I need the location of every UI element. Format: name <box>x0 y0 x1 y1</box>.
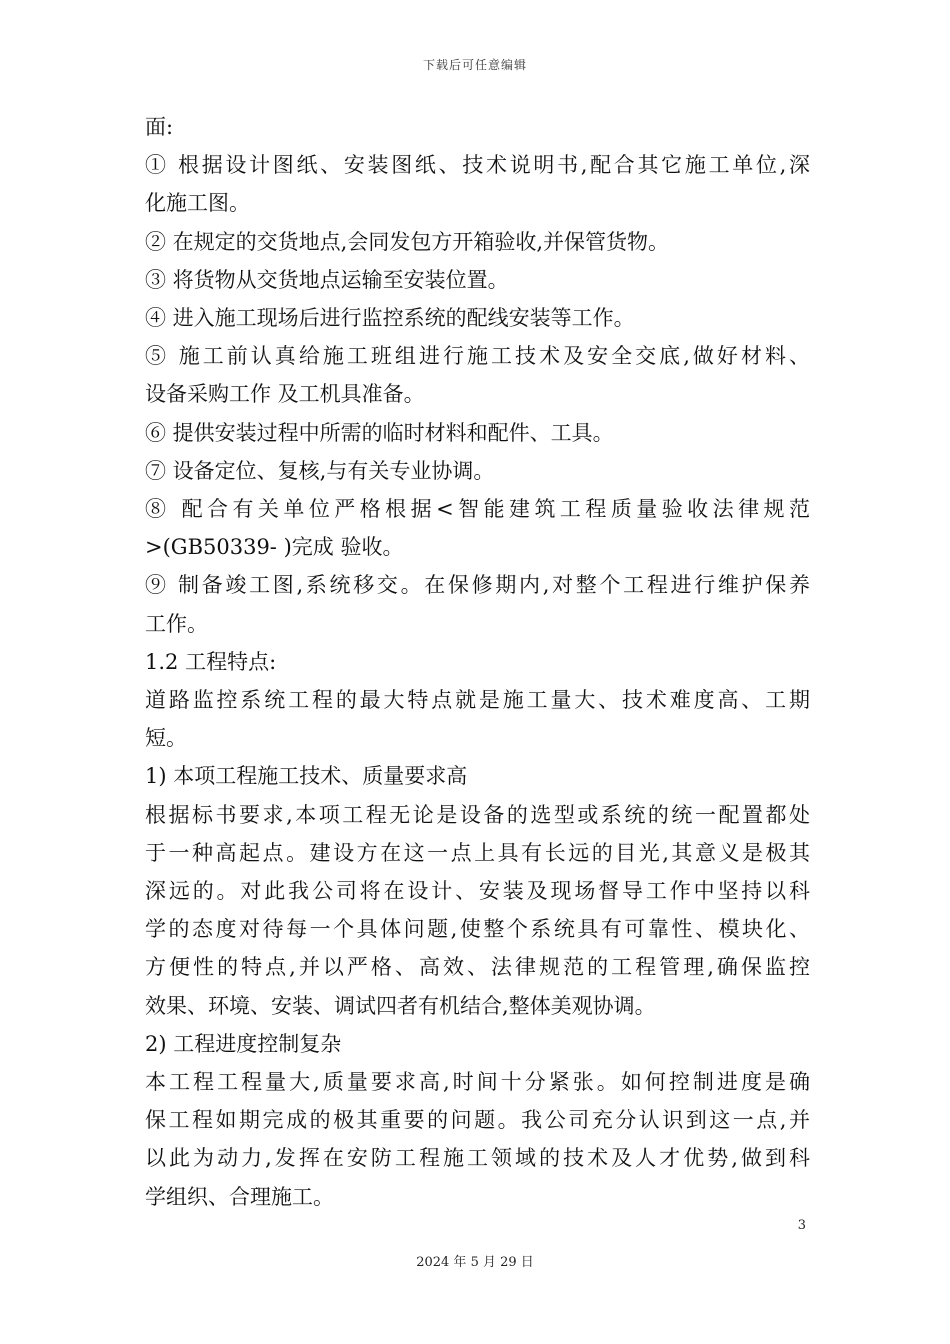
text-line: 设备采购工作 及工机具准备。 <box>145 382 425 407</box>
text-line: ⑤ 施工前认真给施工班组进行施工技术及安全交底,做好材料、 <box>145 344 810 369</box>
text-line: 道路监控系统工程的最大特点就是施工量大、技术难度高、工期 <box>145 688 810 713</box>
text-line: ③ 将货物从交货地点运输至安装位置。 <box>145 267 509 292</box>
text-line: 学组织、合理施工。 <box>145 1184 334 1209</box>
section-heading: 1.2 工程特点: <box>145 649 277 674</box>
footer-date: 2024 年 5 月 29 日 <box>416 1255 534 1270</box>
text-line: 于一种高起点。建设方在这一点上具有长远的目光,其意义是极其 <box>145 840 810 865</box>
text-line: 化施工图。 <box>145 191 250 216</box>
text-line: ① 根据设计图纸、安装图纸、技术说明书,配合其它施工单位,深 <box>145 153 810 178</box>
text-line: 深远的。对此我公司将在设计、安装及现场督导工作中坚持以科 <box>145 879 810 904</box>
text-line: >(GB50339- )完成 验收。 <box>145 535 404 560</box>
subsection-heading: 1) 本项工程施工技术、质量要求高 <box>145 764 468 789</box>
text-line: 效果、环境、安装、调试四者有机结合,整体美观协调。 <box>145 993 656 1018</box>
text-line: 学的态度对待每一个具体问题,使整个系统具有可靠性、模块化、 <box>145 917 810 942</box>
header-note: 下载后可任意编辑 <box>422 58 527 72</box>
text-line: ② 在规定的交货地点,会同发包方开箱验收,并保管货物。 <box>145 229 670 254</box>
text-line: 工作。 <box>145 611 208 636</box>
text-line: 根据标书要求,本项工程无论是设备的选型或系统的统一配置都处 <box>145 802 810 827</box>
text-line: 以此为动力,发挥在安防工程施工领域的技术及人才优势,做到科 <box>145 1146 810 1171</box>
text-line: 本工程工程量大,质量要求高,时间十分紧张。如何控制进度是确 <box>145 1070 810 1095</box>
text-line: 保工程如期完成的极其重要的问题。我公司充分认识到这一点,并 <box>145 1108 810 1133</box>
text-line: ⑨ 制备竣工图,系统移交。在保修期内,对整个工程进行维护保养 <box>145 573 810 598</box>
text-line: ⑦ 设备定位、复核,与有关专业协调。 <box>145 458 495 483</box>
subsection-heading: 2) 工程进度控制复杂 <box>145 1031 342 1056</box>
text-line: ④ 进入施工现场后进行监控系统的配线安装等工作。 <box>145 306 635 331</box>
text-line: ⑥ 提供安装过程中所需的临时材料和配件、工具。 <box>145 420 614 445</box>
text-line: 面: <box>145 115 174 139</box>
body-text <box>145 108 810 1216</box>
text-line: 短。 <box>145 726 187 751</box>
page-number: 3 <box>797 1218 806 1233</box>
text-line: ⑧ 配合有关单位严格根据<智能建筑工程质量验收法律规范 <box>145 497 810 522</box>
text-line: 方便性的特点,并以严格、高效、法律规范的工程管理,确保监控 <box>145 955 810 980</box>
